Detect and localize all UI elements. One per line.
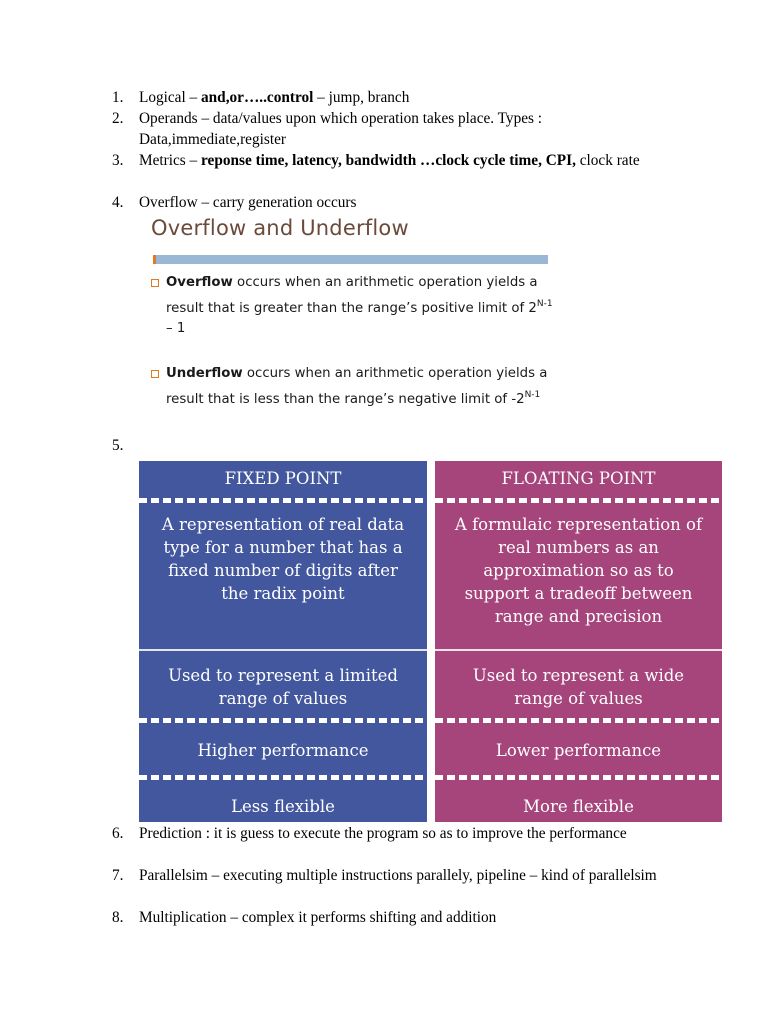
list-item-3 <box>112 150 672 171</box>
floating-range: Used to represent a wide range of values <box>472 666 685 708</box>
superscript: N-1 <box>536 298 553 309</box>
text-run: – jump, branch <box>313 89 410 106</box>
underflow-bullet <box>166 364 556 410</box>
fixed-performance: Higher performance <box>197 741 369 760</box>
slide-title: Overflow and Underflow <box>151 216 409 240</box>
list-number: 2. <box>112 110 124 127</box>
bullet-term: Overflow <box>166 275 233 290</box>
floating-definition: A formulaic representation of real numbers as an approximation so as to support a tradeoff between range and precision <box>454 515 703 626</box>
list-number: 5. <box>112 437 124 454</box>
list-text: Overflow – carry generation occurs <box>139 194 357 211</box>
list-text: Multiplication – complex it performs shifting and addition <box>139 909 497 926</box>
overflow-bullet <box>166 273 556 340</box>
list-number: 8. <box>112 909 124 926</box>
list-text: Prediction : it is guess to execute the program so as to improve the performance <box>139 825 627 842</box>
fixed-point-column <box>139 461 427 822</box>
dashed-divider <box>139 775 427 780</box>
slide-title-underline <box>153 255 548 264</box>
floating-point-column <box>435 461 722 822</box>
list-number: 7. <box>112 867 124 884</box>
square-bullet-icon <box>151 279 159 287</box>
list-item-7 <box>112 865 672 886</box>
fixed-range: Used to represent a limited range of values <box>168 666 398 708</box>
list-text: Parallelsim – executing multiple instructions parallely, pipeline – kind of parallelsim <box>139 867 657 884</box>
bold-text-run: reponse time, latency, bandwidth …clock cycle time, CPI, <box>201 152 576 169</box>
divider-line <box>435 649 722 651</box>
list-number: 1. <box>112 89 124 106</box>
list-item-2 <box>112 108 672 150</box>
dashed-divider <box>139 718 427 723</box>
dashed-divider <box>435 718 722 723</box>
list-item-4 <box>112 192 672 213</box>
list-text: Operands – data/values upon which operation takes place. Types : Data,immediate,register <box>139 110 543 148</box>
list-item-8 <box>112 907 672 928</box>
list-number: 6. <box>112 825 124 842</box>
superscript: N-1 <box>524 389 541 400</box>
floating-flexibility: More flexible <box>523 797 634 816</box>
bold-text-run: and,or…..control <box>201 89 314 106</box>
fixed-vs-floating-table <box>139 461 722 822</box>
fixed-definition: A representation of real data type for a number that has a fixed number of digits after the radix point <box>161 515 405 603</box>
bullet-tail: – 1 <box>166 321 186 336</box>
text-run: Metrics – <box>139 152 202 169</box>
list-item-1 <box>112 87 672 108</box>
list-item-6 <box>112 823 672 844</box>
list-number: 4. <box>112 194 124 211</box>
slide-accent-mark <box>153 255 156 264</box>
dashed-divider <box>139 498 427 503</box>
floating-performance: Lower performance <box>495 741 662 760</box>
square-bullet-icon <box>151 370 159 378</box>
text-run: clock rate <box>575 152 640 169</box>
floating-header: FLOATING POINT <box>501 469 656 488</box>
bullet-text: occurs when an arithmetic operation yields a result that is less than the range’s negative limit of -2 <box>166 366 548 407</box>
text-run: Logical – <box>139 89 202 106</box>
fixed-header: FIXED POINT <box>224 469 342 488</box>
bullet-text: occurs when an arithmetic operation yields a result that is greater than the range’s positive limit of 2 <box>166 275 538 316</box>
list-number: 3. <box>112 152 124 169</box>
divider-line <box>139 649 427 651</box>
dashed-divider <box>435 498 722 503</box>
bullet-term: Underflow <box>166 366 243 381</box>
dashed-divider <box>435 775 722 780</box>
fixed-flexibility: Less flexible <box>231 797 335 816</box>
